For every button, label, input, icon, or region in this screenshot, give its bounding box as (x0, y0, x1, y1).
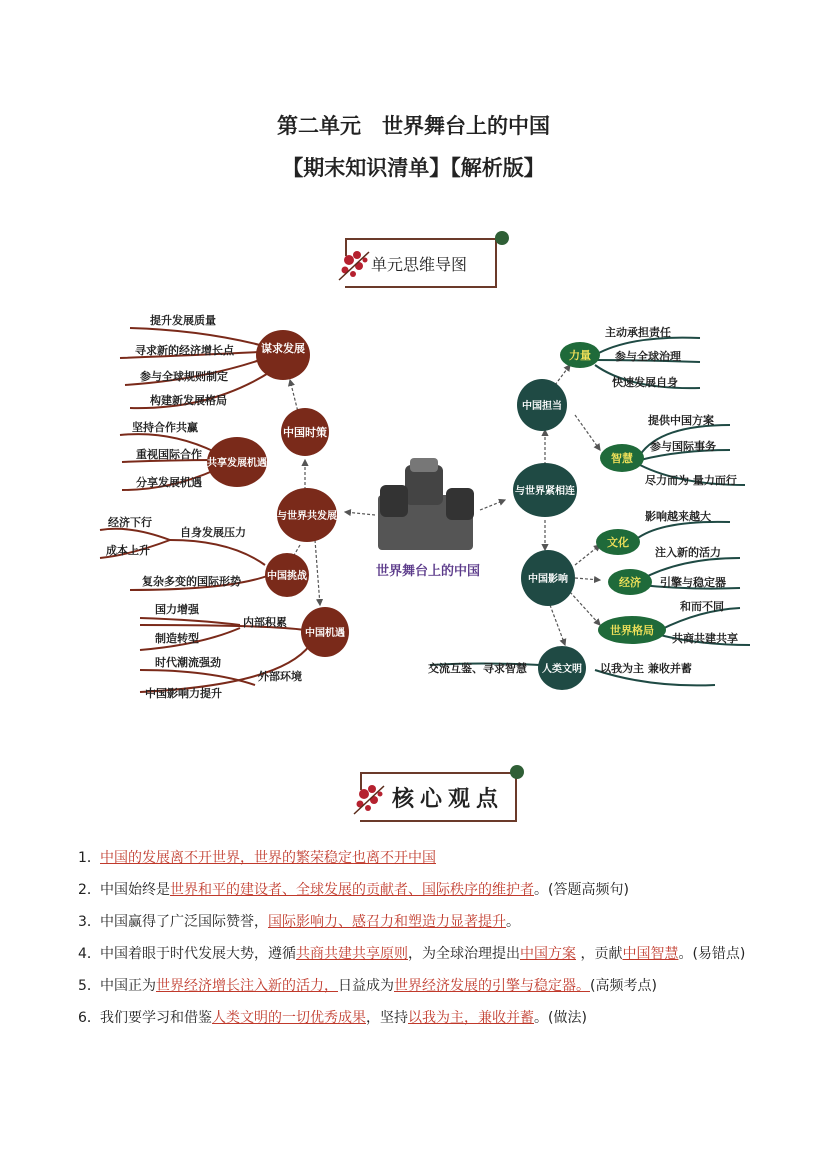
node-jingji: 经济 (619, 576, 641, 589)
node-yingxiang: 中国影响 (528, 574, 568, 585)
leaf-text: 中国影响力提升 (145, 687, 222, 700)
node-right-hub: 与世界紧相连 (515, 486, 575, 497)
leaf-text: 经济下行 (108, 516, 152, 529)
page-title: 第二单元 世界舞台上的中国 (277, 114, 550, 138)
core-point-number: 4． (78, 946, 101, 962)
leaf-text: 参与全球规则制定 (140, 370, 228, 383)
point-text: 。(做法) (534, 1010, 587, 1026)
leaf-text: 主动承担责任 (605, 326, 671, 339)
core-points-list (78, 842, 758, 1034)
point-text: 我们要学习和借鉴 (100, 1010, 212, 1026)
plum-blossom-icon (335, 246, 375, 286)
point-text: 日益成为 (338, 978, 394, 994)
leaf-text: 成本上升 (106, 544, 150, 557)
core-point-number: 2． (78, 882, 101, 898)
core-point-item (78, 970, 758, 1002)
mind-map (0, 300, 827, 720)
node-dandang: 中国担当 (522, 401, 562, 412)
leaf-text: 交流互鉴、寻求智慧 (428, 662, 527, 675)
leaf-text: 共商共建共享 (672, 632, 738, 645)
core-point-item (78, 874, 758, 906)
section-banner-core (350, 766, 530, 826)
node-zhihui: 智慧 (611, 452, 633, 465)
page-subtitle: 【期末知识清单】【解析版】 (282, 156, 545, 180)
point-text: ，贡献 (576, 946, 623, 962)
core-point-number: 1． (78, 850, 101, 866)
plum-blossom-icon (350, 780, 390, 820)
point-text: 。 (506, 914, 520, 930)
leaf-text: 构建新发展格局 (150, 394, 227, 407)
highlighted-answer: 中国智慧 (622, 946, 679, 962)
leaf-text: 提供中国方案 (648, 414, 714, 427)
section-label-core: 核心观点 (392, 787, 505, 812)
point-text: 。(答题高频句) (534, 882, 629, 898)
leaf-text: 复杂多变的国际形势 (142, 575, 241, 588)
leaf-text: 参与国际事务 (650, 440, 716, 453)
highlighted-answer: 以我为主，兼收并蓄 (408, 1010, 534, 1026)
leaf-text: 引擎与稳定器 (660, 576, 726, 589)
node-qiufazhan: 谋求发展 (261, 342, 305, 355)
node-jiyu: 中国机遇 (305, 628, 345, 639)
core-point-number: 5． (78, 978, 101, 994)
leaf-text: 时代潮流强劲 (155, 656, 221, 669)
leaf-text: 尽力而为 量力而行 (645, 474, 737, 487)
point-text: 中国赢得了广泛国际赞誉， (100, 914, 268, 930)
mindmap-center-label: 世界舞台上的中国 (375, 564, 481, 579)
highlighted-answer: 世界经济发展的引擎与稳定器。 (394, 978, 590, 994)
node-shidai: 中国时策 (283, 426, 327, 439)
node-liliang: 力量 (569, 349, 591, 362)
leaf-text: 外部环境 (258, 670, 302, 683)
raised-fists-icon (378, 458, 474, 550)
leaf-text: 国力增强 (155, 603, 199, 616)
highlighted-answer: 人类文明的一切优秀成果 (212, 1010, 366, 1026)
point-text: ，为全球治理提出 (408, 946, 520, 962)
leaf-text: 注入新的活力 (655, 546, 721, 559)
node-renlei: 人类文明 (542, 664, 582, 675)
leaf-text: 制造转型 (155, 632, 199, 645)
leaf-text: 重视国际合作 (136, 448, 202, 461)
point-text: ，坚持 (366, 1010, 408, 1026)
leaf-text: 自身发展压力 (180, 526, 246, 539)
point-text: 。(易错点) (678, 946, 746, 962)
node-gongxiang: 共享发展机遇 (207, 458, 267, 469)
leaf-text: 坚持合作共赢 (132, 421, 198, 434)
node-tiaozhan: 中国挑战 (267, 571, 307, 582)
node-left-hub: 与世界共发展 (277, 511, 337, 522)
leaf-text: 提升发展质量 (150, 314, 216, 327)
green-dot-icon (495, 231, 509, 245)
leaf-text: 以我为主 兼收并蓄 (600, 662, 692, 675)
highlighted-answer: 共商共建共享原则 (296, 946, 408, 962)
highlighted-answer: 中国方案 (520, 946, 576, 962)
point-text: 中国始终是 (100, 882, 170, 898)
point-text: (高频考点) (590, 978, 657, 994)
core-point-item (78, 906, 758, 938)
node-geju: 世界格局 (610, 624, 654, 637)
highlighted-answer: 世界经济增长注入新的活力， (156, 978, 338, 994)
point-text: 中国着眼于时代发展大势，遵循 (100, 946, 296, 962)
leaf-text: 内部积累 (243, 616, 287, 629)
leaf-text: 参与全球治理 (615, 350, 681, 363)
leaf-text: 和而不同 (680, 600, 724, 613)
highlighted-answer: 中国的发展离不开世界，世界的繁荣稳定也离不开中国 (100, 850, 436, 866)
section-label-mindmap: 单元思维导图 (371, 255, 468, 274)
core-point-number: 3． (78, 914, 101, 930)
highlighted-answer: 国际影响力、感召力和塑造力显著提升 (268, 914, 506, 930)
leaf-text: 寻求新的经济增长点 (135, 344, 234, 357)
highlighted-answer: 世界和平的建设者、全球发展的贡献者、国际秩序的维护者 (170, 882, 534, 898)
core-point-item (78, 1002, 758, 1034)
leaf-text: 分享发展机遇 (136, 476, 202, 489)
core-point-item (78, 842, 758, 874)
section-banner-mindmap (335, 232, 515, 292)
core-point-item (78, 938, 758, 970)
point-text: 中国正为 (100, 978, 156, 994)
node-wenhua: 文化 (607, 536, 629, 549)
green-dot-icon (510, 765, 524, 779)
leaf-text: 快速发展自身 (612, 376, 678, 389)
leaf-text: 影响越来越大 (645, 510, 711, 523)
core-point-number: 6． (78, 1010, 101, 1026)
